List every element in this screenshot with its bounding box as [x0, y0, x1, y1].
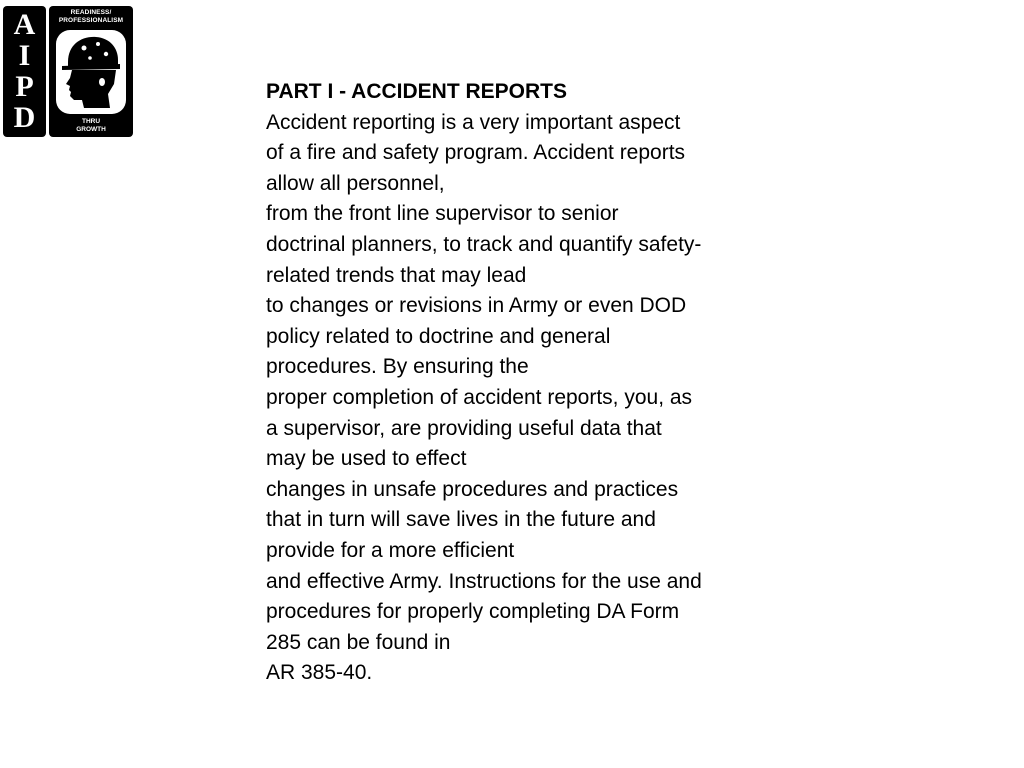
seal-top-line: PROFESSIONALISM: [58, 17, 124, 24]
seal-bottom-line: GROWTH: [76, 126, 106, 133]
body-line: doctrinal planners, to track and quantify safety-: [266, 232, 702, 256]
logo-letter: A: [13, 8, 36, 42]
body-line: provide for a more efficient: [266, 538, 515, 562]
body-line: procedures. By ensuring the: [266, 355, 529, 379]
seal-top-line: READINESS/: [70, 9, 112, 16]
logo-letter: D: [13, 100, 36, 134]
body-line: AR 385-40.: [266, 661, 373, 685]
body-line: may be used to effect: [266, 447, 467, 471]
body-line: policy related to doctrine and general: [266, 324, 611, 348]
body-line: and effective Army. Instructions for the use and: [266, 569, 702, 593]
seal-top-text: [49, 9, 133, 25]
body-line: a supervisor, are providing useful data that: [266, 416, 662, 440]
seal-bottom-text: [49, 118, 133, 134]
body-line: 285 can be found in: [266, 630, 451, 654]
logo-letter: P: [15, 69, 34, 103]
body-line: that in turn will save lives in the future and: [266, 508, 656, 532]
logo-letter: I: [18, 39, 31, 73]
body-line: changes in unsafe procedures and practices: [266, 477, 679, 501]
body-line: Accident reporting is a very important aspect: [266, 110, 681, 134]
body-line: procedures for properly completing DA Form: [266, 600, 680, 624]
body-line: allow all personnel,: [266, 171, 445, 195]
aipd-logo: [3, 6, 134, 137]
body-line: related trends that may lead: [266, 263, 527, 287]
document-body: [266, 77, 766, 689]
seal-bottom-line: THRU: [81, 118, 101, 125]
body-line: proper completion of accident reports, you, as: [266, 385, 693, 409]
body-line: of a fire and safety program. Accident reports: [266, 141, 686, 165]
section-heading: PART I - ACCIDENT REPORTS: [266, 80, 568, 103]
aipd-letters: [3, 6, 46, 137]
soldier-helmet-icon: [54, 28, 128, 116]
body-line: from the front line supervisor to senior: [266, 202, 619, 226]
body-line: to changes or revisions in Army or even DOD: [266, 294, 687, 318]
logo-seal: [49, 6, 133, 137]
